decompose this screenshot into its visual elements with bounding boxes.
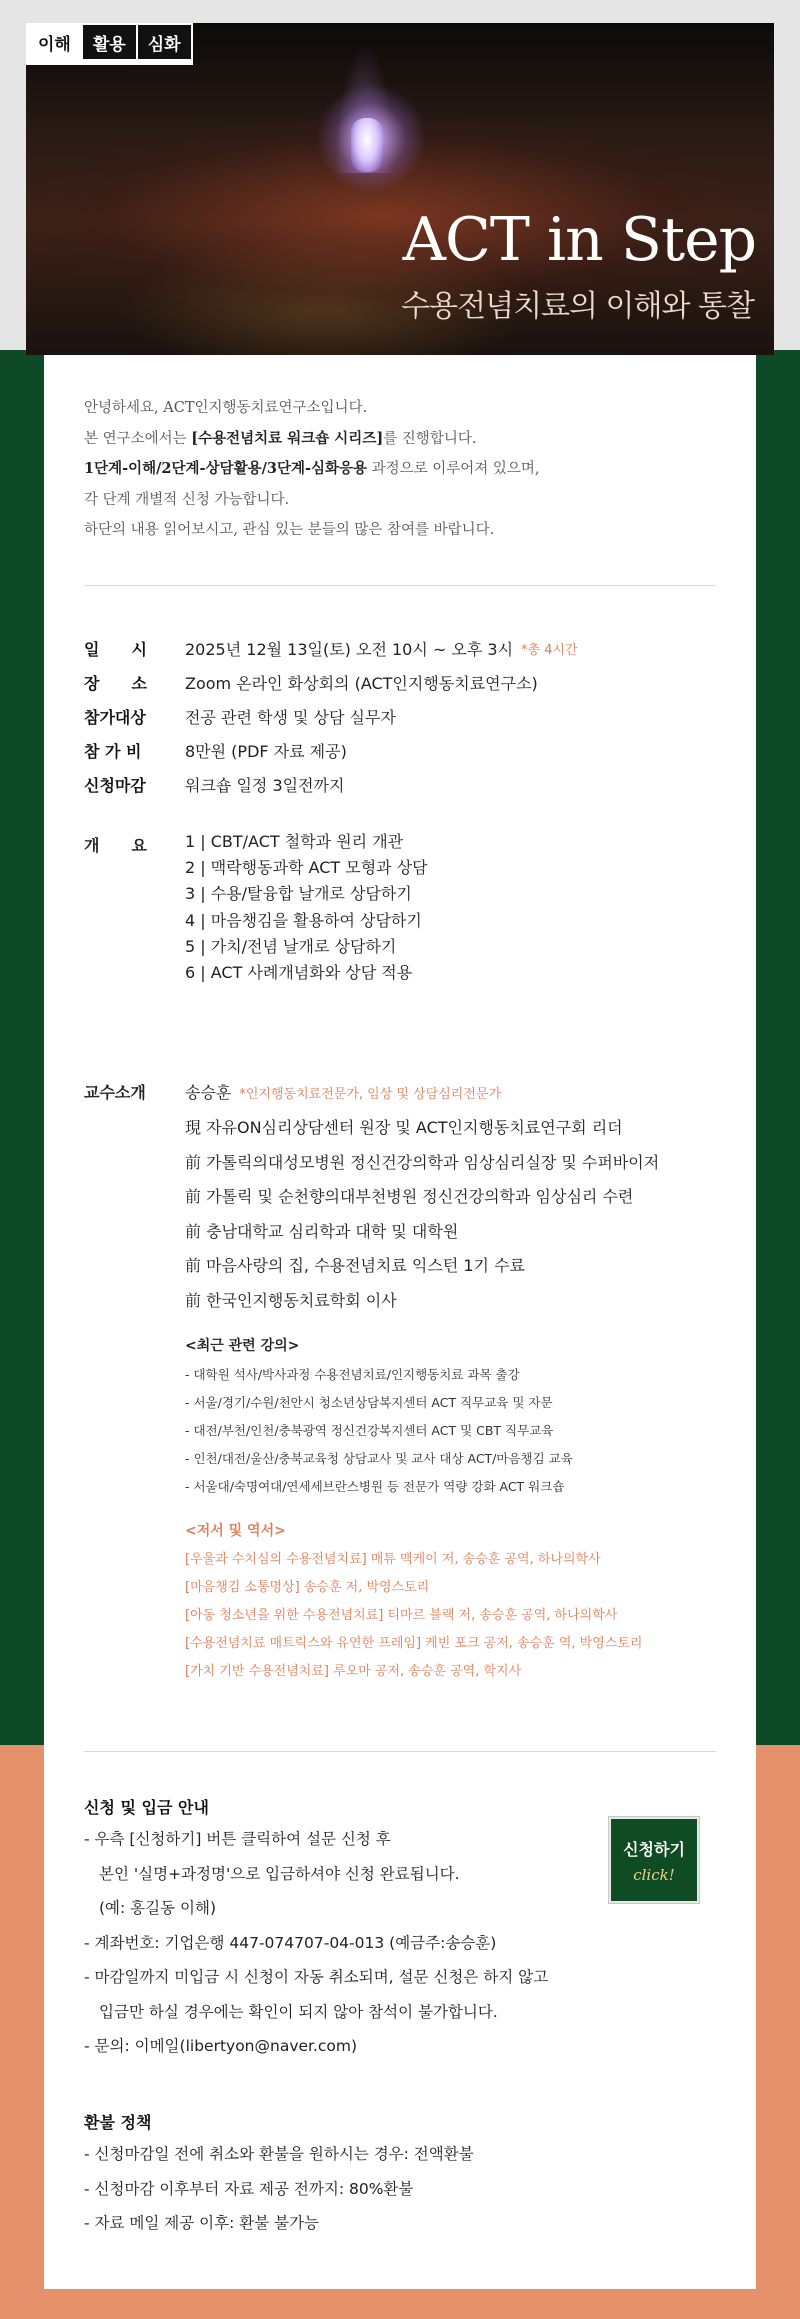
list-item: - 계좌번호: 기업은행 447-074707-04-013 (예금주:송승훈): [84, 1933, 497, 1952]
content-card: [44, 355, 756, 2289]
list-item: - 대학원 석사/박사과정 수용전념치료/인지행동치료 과목 출강: [185, 1367, 520, 1382]
tab-understanding[interactable]: 이해: [28, 25, 81, 59]
intro-line: 안녕하세요, ACT인지행동치료연구소입니다.: [84, 400, 368, 416]
list-item: (예: 홍길동 이해): [99, 1899, 217, 1917]
lightbulb-icon: [351, 118, 383, 172]
list-item: [마음챙김 소통명상] 송승훈 저, 박영스토리: [185, 1580, 430, 1595]
intro-line: 하단의 내용 읽어보시고, 관심 있는 분들의 많은 참여를 바랍니다.: [84, 522, 495, 538]
list-item: 前 충남대학교 심리학과 대학 및 대학원: [185, 1221, 459, 1241]
list-item: - 신청마감일 전에 취소와 환불을 원하시는 경우: 전액환불: [84, 2145, 474, 2163]
list-item: - 서울/경기/수원/천안시 청소년상담복지센터 ACT 직무교육 및 자문: [185, 1395, 553, 1410]
intro-highlight: 1단계-이해/2단계-상담활용/3단계-심화응용: [84, 460, 368, 477]
list-item: 5 | 가치/전념 날개로 상담하기: [185, 936, 397, 956]
detail-target: [84, 705, 396, 728]
deadline-value: 워크숍 일정 3일전까지: [185, 776, 345, 795]
fee-value: 8만원 (PDF 자료 제공): [185, 742, 347, 761]
intro-text: [84, 393, 540, 546]
tab-advanced[interactable]: 심화: [136, 25, 191, 59]
intro-line: [84, 454, 540, 485]
list-item: [아동 청소년을 위한 수용전념치료] 티마르 블랙 저, 송승훈 공역, 하나의학사: [185, 1608, 618, 1623]
books-section: [185, 1520, 642, 1686]
list-item: 1 | CBT/ACT 철학과 원리 개관: [185, 832, 404, 851]
list-item: 前 가톨릭의대성모병원 정신건강의학과 임상심리실장 및 수퍼바이저: [185, 1152, 660, 1172]
list-item: 現 자유ON심리상담센터 원장 및 ACT인지행동치료연구회 리더: [185, 1118, 623, 1137]
apply-button-label: 신청하기: [623, 1839, 685, 1859]
hero-title: ACT in Step: [402, 205, 756, 275]
books-list: [185, 1546, 642, 1686]
list-item: 6 | ACT 사례개념화와 상담 적용: [185, 962, 413, 982]
intro-text-part: 를 진행합니다.: [383, 430, 477, 447]
list-item: - 대전/부천/인천/충북광역 정신건강복지센터 ACT 및 CBT 직무교육: [185, 1423, 554, 1438]
list-item: 입금만 하실 경우에는 확인이 되지 않아 참석이 불가합니다.: [99, 2002, 498, 2021]
refund-heading: 환불 정책: [84, 2113, 152, 2132]
hero-banner: [26, 23, 774, 355]
list-item: 2 | 맥락행동과학 ACT 모형과 상담: [185, 858, 428, 878]
detail-date: [84, 637, 578, 660]
intro-text-part: 본 연구소에서는: [84, 430, 192, 447]
list-item: - 자료 메일 제공 이후: 환불 불가능: [84, 2214, 320, 2232]
apply-button[interactable]: [609, 1817, 699, 1903]
list-item: 3 | 수용/탈융합 날개로 상담하기: [185, 884, 412, 904]
instructor-name-line: [185, 1080, 501, 1103]
lectures-section: [185, 1335, 573, 1501]
fee-label: 참 가 비: [84, 742, 142, 761]
list-item: - 신청마감 이후부터 자료 제공 전까지: 80%환불: [84, 2179, 414, 2198]
detail-place: [84, 671, 538, 694]
instructor-name: 송승훈: [185, 1083, 232, 1102]
list-item: - 마감일까지 미입금 시 신청이 자동 취소되며, 설문 신청은 하지 않고: [84, 1968, 549, 1986]
date-label: 일 시: [84, 640, 147, 659]
apply-heading: 신청 및 입금 안내: [84, 1798, 209, 1817]
intro-line: [84, 424, 540, 455]
hero-subtitle: 수용전념치료의 이해와 통찰: [401, 289, 754, 324]
target-label: 참가대상: [84, 708, 146, 727]
divider: [84, 585, 716, 586]
lectures-heading: <최근 관련 강의>: [185, 1338, 300, 1354]
overview-label: 개 요: [84, 836, 147, 855]
books-heading: <저서 및 역서>: [185, 1523, 286, 1539]
date-value: 2025년 12월 13일(토) 오전 10시 ~ 오후 3시: [185, 640, 514, 659]
place-label: 장 소: [84, 674, 147, 693]
list-item: [우울과 수치심의 수용전념치료] 매튜 맥케이 저, 송승훈 공역, 하나의학사: [185, 1552, 601, 1567]
overview-list: [185, 833, 428, 990]
refund-list: [84, 2137, 474, 2241]
divider: [84, 1751, 716, 1752]
deadline-label: 신청마감: [84, 776, 146, 795]
tab-application[interactable]: 활용: [81, 25, 136, 59]
level-tabs: [26, 23, 193, 65]
list-item: - 서울대/숙명여대/연세세브란스병원 등 전문가 역량 강화 ACT 워크숍: [185, 1479, 565, 1494]
instructor-note: *인지행동치료전문가, 임상 및 상담심리전문가: [239, 1087, 502, 1102]
list-item: 본인 '실명+과정명'으로 입금하셔야 신청 완료됩니다.: [99, 1864, 460, 1883]
list-item: 前 한국인지행동치료학회 이사: [185, 1290, 397, 1310]
list-item: - 문의: 이메일(libertyon@naver.com): [84, 2037, 358, 2055]
intro-highlight: [수용전념치료 워크숍 시리즈]: [191, 429, 384, 447]
date-note: *총 4시간: [521, 643, 578, 658]
place-value: Zoom 온라인 화상회의 (ACT인지행동치료연구소): [185, 674, 538, 693]
apply-button-sub: click!: [633, 1865, 675, 1884]
intro-line: 각 단계 개별적 신청 가능합니다.: [84, 491, 290, 508]
career-list: [185, 1111, 659, 1318]
list-item: - 우측 [신청하기] 버튼 클릭하여 설문 신청 후: [84, 1830, 391, 1848]
refund-section: [84, 2110, 474, 2241]
list-item: - 인천/대전/울산/충북교육청 상담교사 및 교사 대상 ACT/마음챙김 교육: [185, 1451, 573, 1466]
list-item: [수용전념치료 매트릭스와 유연한 프레임] 케빈 포크 공저, 송승훈 역, 박영스토리: [185, 1636, 643, 1651]
list-item: 4 | 마음챙김을 활용하여 상담하기: [185, 910, 422, 930]
list-item: 前 마음사랑의 집, 수용전념치료 익스턴 1기 수료: [185, 1256, 525, 1275]
intro-text-part: 과정으로 이루어져 있으며,: [367, 461, 540, 477]
target-value: 전공 관련 학생 및 상담 실무자: [185, 708, 396, 727]
detail-fee: [84, 739, 347, 762]
list-item: 前 가톨릭 및 순천향의대부천병원 정신건강의학과 임상심리 수련: [185, 1187, 634, 1206]
detail-deadline: [84, 773, 344, 796]
list-item: [가치 기반 수용전념치료] 루오마 공저, 송승훈 공역, 학지사: [185, 1664, 522, 1679]
lectures-list: [185, 1361, 573, 1501]
instructor-label: 교수소개: [84, 1083, 146, 1102]
